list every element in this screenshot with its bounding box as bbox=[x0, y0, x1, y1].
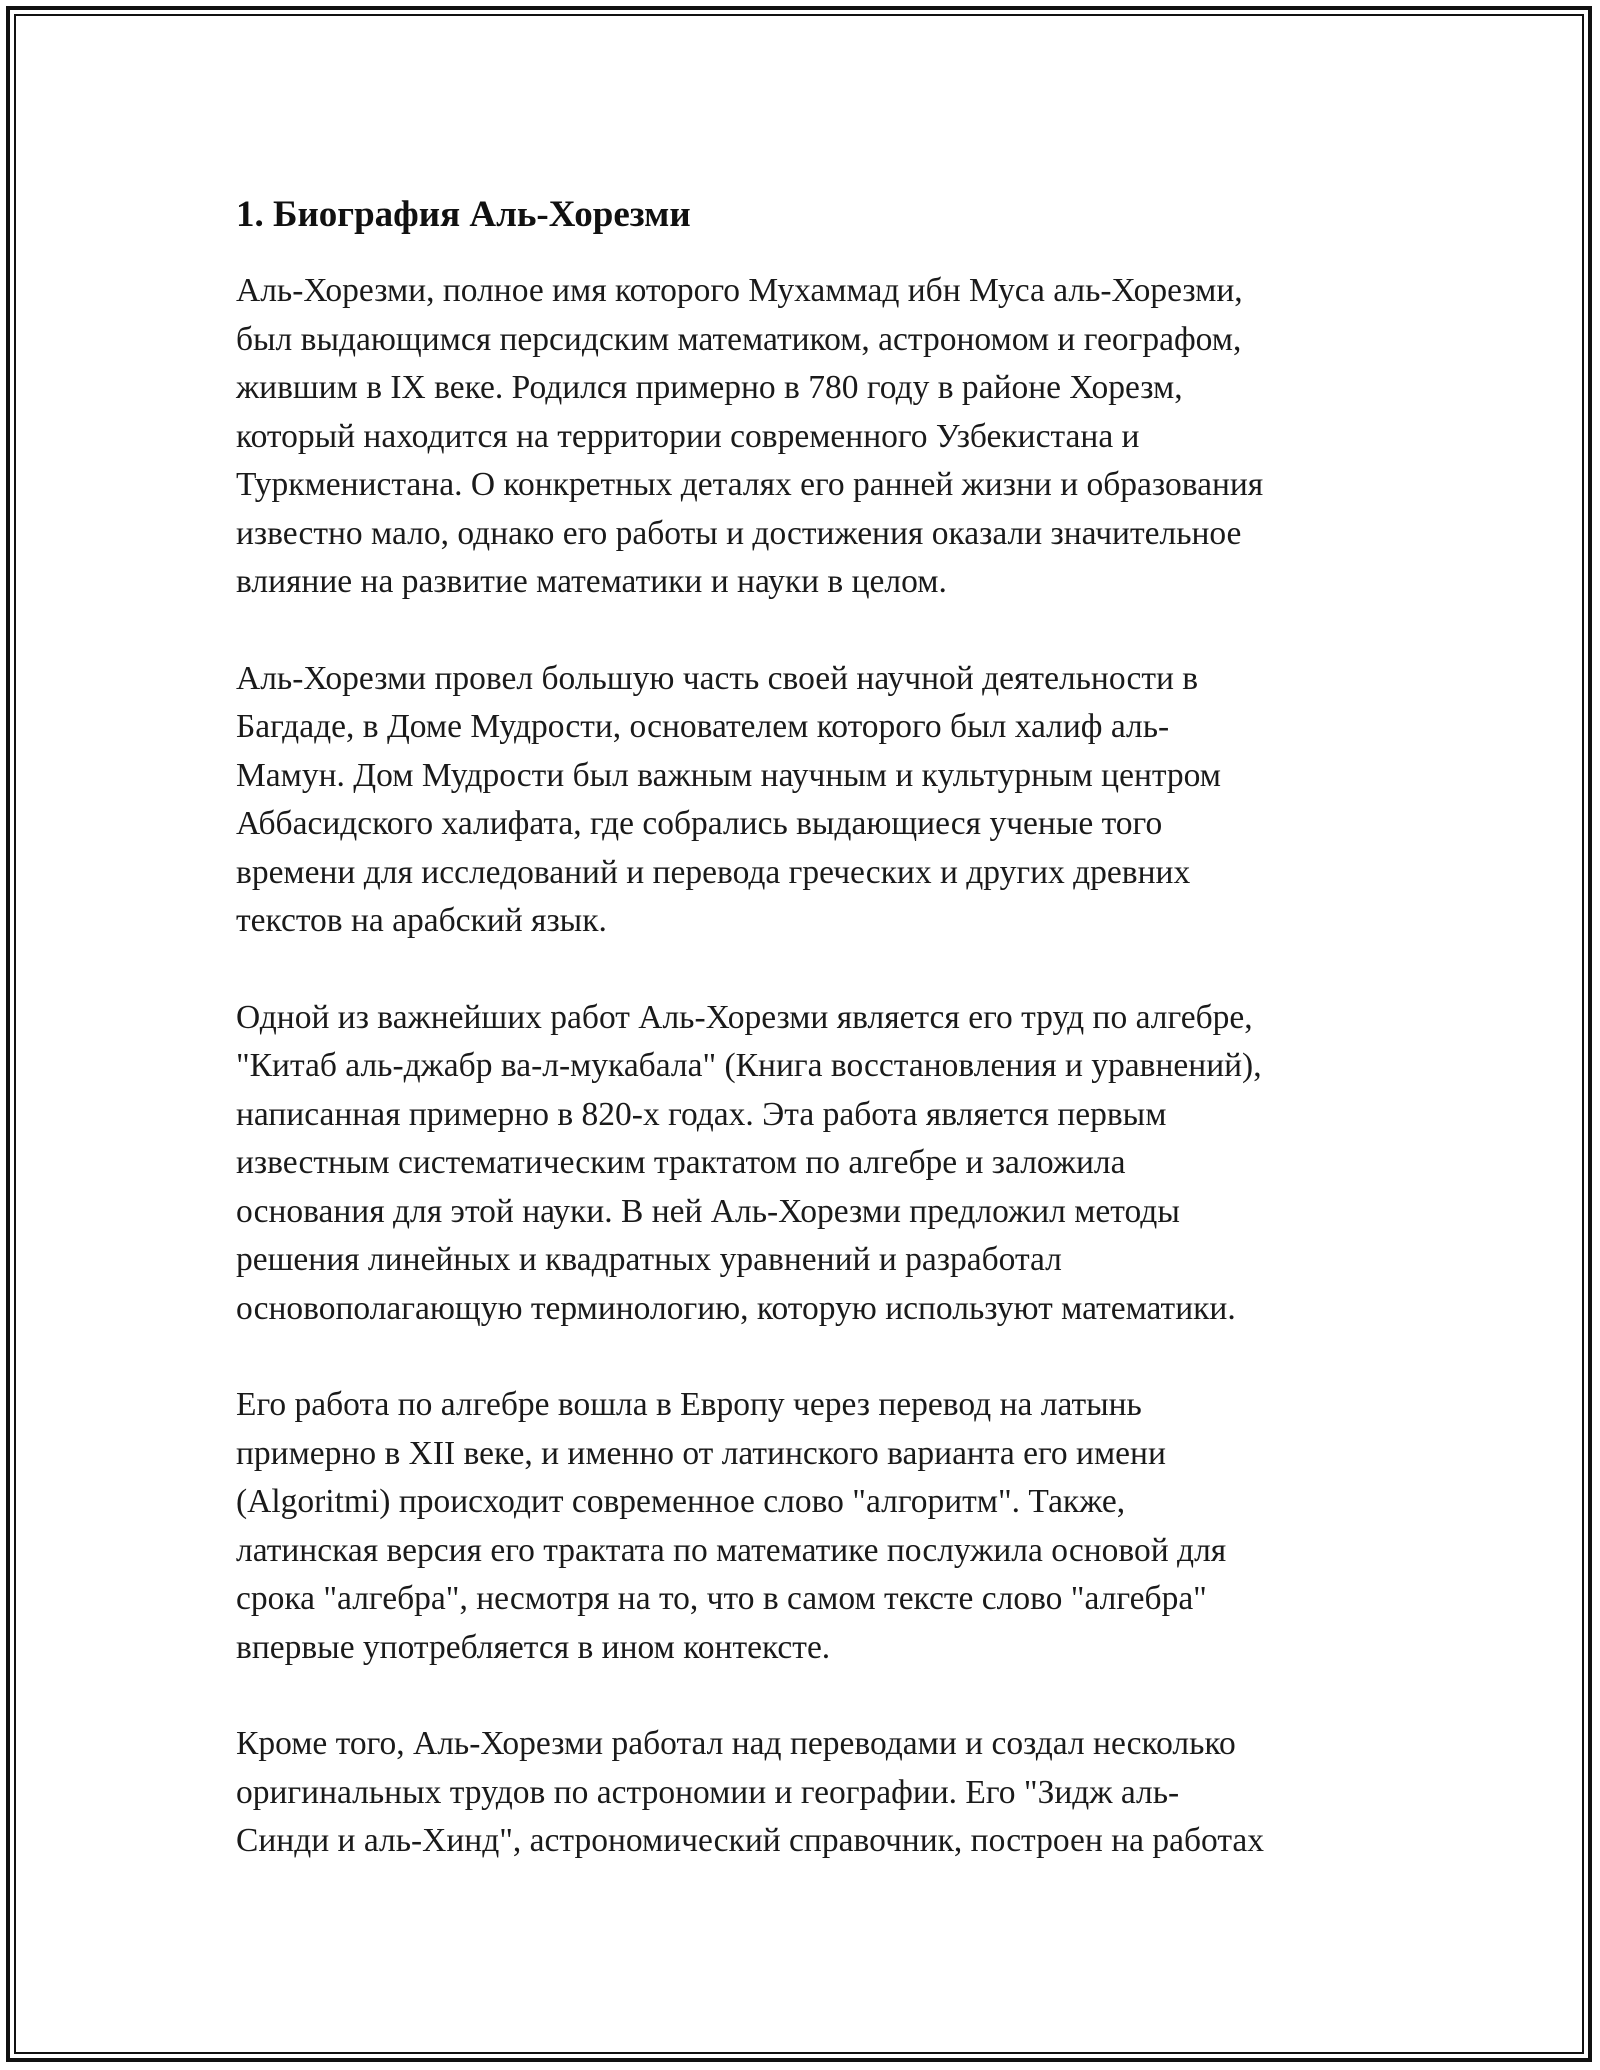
document-body bbox=[236, 187, 1386, 1914]
paragraph-3: Одной из важнейших работ Аль-Хорезми является его труд по алгебре, "Китаб аль-джабр ва-л-мукабала" (Книга восстановления и уравнений), написанная примерно в 820-х годах. Эта работа является первым известным систематическим трактатом по алгебре и заложила основания для этой науки. В ней Аль-Хорезми предложил методы решения линейных и квадратных уравнений и разработал основополагающую терминологию, которую используют математики. bbox=[236, 998, 1262, 1327]
paragraph-4: Его работа по алгебре вошла в Европу через перевод на латынь примерно в XII веке, и именно от латинского варианта его имени (Algoritmi) происходит современное слово "алгоритм". Также, латинская версия его трактата по математике послужила основой для срока "алгебра", несмотря на то, что в самом тексте слово "алгебра" впервые употребляется в ином контексте. bbox=[236, 1386, 1227, 1666]
paragraph-5: Кроме того, Аль-Хорезми работал над переводами и создал несколько оригинальных трудов по астрономии и географии. Его "Зидж аль- Синди и аль-Хинд", астрономический справочник, построен на работах bbox=[236, 1725, 1264, 1859]
paragraph-2: Аль-Хорезми провел большую часть своей научной деятельности в Багдаде, в Доме Мудрости, основателем которого был халиф аль- Мамун. Дом Мудрости был важным научным и культурным центром Аббасидского халифата, где собрались выдающиеся ученые того времени для исследований и перевода греческих и других древних текстов на арабский язык. bbox=[236, 659, 1221, 939]
paragraph-1: Аль-Хорезми, полное имя которого Мухаммад ибн Муса аль-Хорезми, был выдающимся персидским математиком, астрономом и географом, жившим в IX веке. Родился примерно в 780 году в районе Хорезм, который находится на территории современного Узбекистана и Туркменистана. О конкретных деталях его ранней жизни и образования известно мало, однако его работы и достижения оказали значительное влияние на развитие математики и науки в целом. bbox=[236, 272, 1264, 600]
section-heading: 1. Биография Аль-Хорезми bbox=[236, 194, 691, 235]
